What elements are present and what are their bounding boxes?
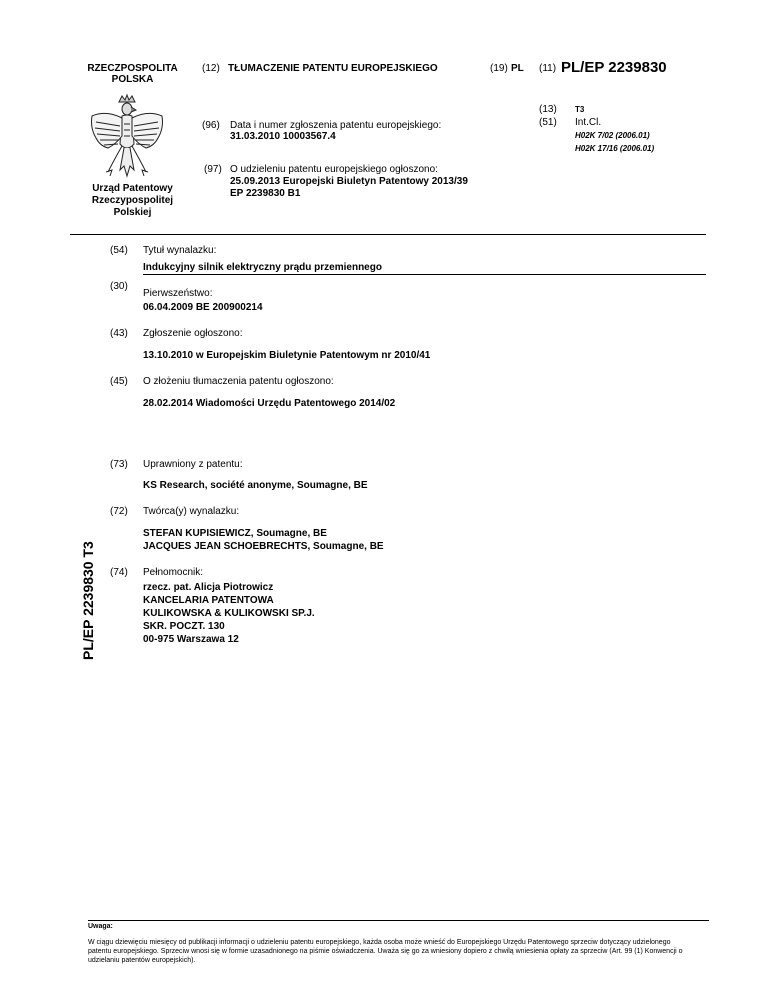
code-13: (13) (539, 104, 557, 115)
country-name-line1: RZECZPOSPOLITA (87, 63, 178, 74)
code-45: (45) (110, 376, 128, 387)
application-value: 31.03.2010 10003567.4 (230, 131, 336, 142)
inventor-2: JACQUES JEAN SCHOEBRECHTS, Soumagne, BE (143, 541, 384, 552)
title-value: Indukcyjny silnik elektryczny prądu przemiennego (143, 262, 382, 273)
grant-value-line2: EP 2239830 B1 (230, 188, 301, 199)
priority-value: 06.04.2009 BE 200900214 (143, 302, 263, 313)
country-name-line2: POLSKA (111, 74, 154, 85)
code-30: (30) (110, 281, 128, 292)
intcl-label: Int.Cl. (575, 117, 602, 128)
code-11: (11) (539, 63, 557, 74)
code-19: (19) (490, 63, 508, 74)
inventors-label: Twórca(y) wynalazku: (143, 506, 240, 517)
code-74: (74) (110, 567, 128, 578)
grant-label: O udzieleniu patentu europejskiego ogłoszono: (230, 164, 438, 175)
published-value: 13.10.2010 w Europejskim Biuletynie Patentowym nr 2010/41 (143, 350, 431, 361)
note-title: Uwaga: (88, 923, 113, 930)
inventor-1: STEFAN KUPISIEWICZ, Soumagne, BE (143, 528, 327, 539)
office-name-line2: Rzeczypospolitej (91, 195, 174, 206)
office-name-line3: Polskiej (113, 207, 152, 218)
published-label: Zgłoszenie ogłoszono: (143, 328, 243, 339)
country-code: PL (511, 63, 524, 74)
attorney-line2: KANCELARIA PATENTOWA (143, 595, 274, 606)
ipc-class-2: H02K 17/16 (2006.01) (575, 144, 655, 153)
kind-code: T3 (575, 105, 585, 114)
title-divider (143, 274, 706, 275)
owner-label: Uprawniony z patentu: (143, 459, 243, 470)
code-54: (54) (110, 245, 128, 256)
attorney-line1: rzecz. pat. Alicja Piotrowicz (143, 582, 274, 593)
priority-label: Pierwszeństwo: (143, 288, 213, 299)
note-text: W ciągu dziewięciu miesięcy od publikacji informacji o udzieleniu patentu europejskiego, każda osoba może wnieść do Europejskiego Urzędu Patentowego sprzeciw dotyczący udzielonego patentu europejskiego. Sprzeciw wnosi się w formie uzasadnionego na piśmie oświadczenia. Uważa się go za wniesiony dopiero z chwilą wniesienia opłaty za sprzeciw (Art. 99 (1) Konwencji o udzielaniu patentów europejskich). (88, 939, 683, 964)
footer-divider (88, 920, 709, 921)
translation-value: 28.02.2014 Wiadomości Urzędu Patentowego 2014/02 (143, 398, 396, 409)
code-96: (96) (202, 120, 220, 131)
attorney-line3: KULIKOWSKA & KULIKOWSKI SP.J. (143, 608, 315, 619)
patent-number: PL/EP 2239830 (561, 59, 667, 76)
translation-label: O złożeniu tłumaczenia patentu ogłoszono: (143, 376, 334, 387)
code-72: (72) (110, 506, 128, 517)
attorney-line5: 00-975 Warszawa 12 (143, 634, 239, 645)
code-51: (51) (539, 117, 557, 128)
header-divider (70, 234, 706, 235)
title-label: Tytuł wynalazku: (143, 245, 217, 256)
code-12: (12) (202, 63, 220, 74)
code-97: (97) (204, 164, 222, 175)
code-43: (43) (110, 328, 128, 339)
eagle-emblem-icon (86, 92, 168, 180)
code-73: (73) (110, 459, 128, 470)
grant-value-line1: 25.09.2013 Europejski Biuletyn Patentowy 2013/39 (230, 176, 468, 187)
office-name-line1: Urząd Patentowy (92, 183, 173, 194)
attorney-label: Pełnomocnik: (143, 567, 204, 578)
ipc-class-1: H02K 7/02 (2006.01) (575, 131, 650, 140)
application-label: Data i numer zgłoszenia patentu europejskiego: (230, 120, 442, 131)
owner-value: KS Research, société anonyme, Soumagne, BE (143, 480, 368, 491)
document-title: TŁUMACZENIE PATENTU EUROPEJSKIEGO (228, 63, 438, 74)
side-patent-label: PL/EP 2239830 T3 (80, 541, 96, 660)
attorney-line4: SKR. POCZT. 130 (143, 621, 225, 632)
